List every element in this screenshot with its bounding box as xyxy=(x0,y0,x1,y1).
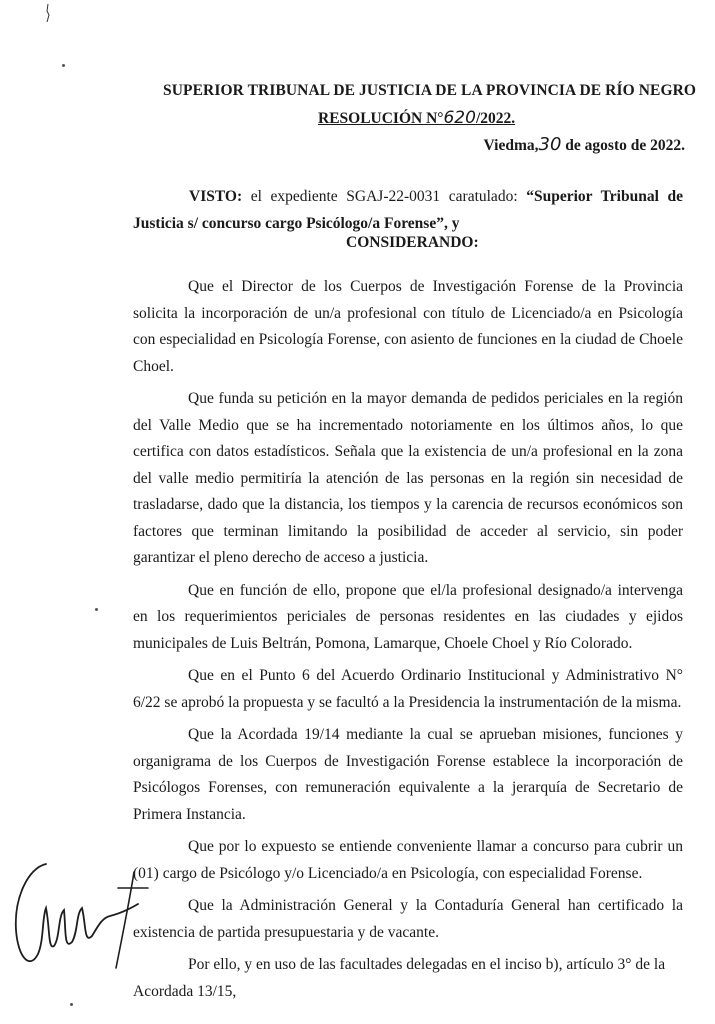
date-line xyxy=(484,134,685,155)
paragraph: Que el Director de los Cuerpos de Investigación Forense de la Provincia solicita la incorporación de un/a profesional con título de Licenciado/a en Psicología con especialidad en Psicología Forense, con asiento de funciones en la ciudad de Choele Choel. xyxy=(133,278,683,375)
visto-paragraph xyxy=(133,183,683,237)
date-rest: de agosto de 2022. xyxy=(565,137,685,154)
date-day-handwritten: 30 xyxy=(538,134,562,155)
paragraph: Que la Administración General y la Contaduría General han certificado la existencia de partida presupuestaria y de vacante. xyxy=(133,897,683,941)
handwritten-mark xyxy=(43,3,53,23)
resolution-prefix: RESOLUCIÓN N° xyxy=(318,110,444,127)
resolution-suffix: /2022. xyxy=(475,110,516,127)
institution-title: SUPERIOR TRIBUNAL DE JUSTICIA DE LA PROVINCIA DE RÍO NEGRO xyxy=(163,82,697,99)
scan-speck xyxy=(62,64,65,67)
date-city: Viedma, xyxy=(483,137,539,154)
visto-text: el expediente SGAJ-22-0031 caratulado: xyxy=(250,188,518,205)
paragraph: Que en función de ello, propone que el/la profesional designado/a intervenga en los requerimientos periciales de personas residentes en las ciudades y ejidos municipales de Luis Beltrán, Pomona, Lamarque, Choele Choel y Río Colorado. xyxy=(133,581,683,652)
considerando-heading: CONSIDERANDO: xyxy=(346,234,479,251)
visto-label: VISTO: xyxy=(189,188,243,205)
paragraph: Por ello, y en uso de las facultades delegadas en el inciso b), artículo 3° de la Acordada 13/15, xyxy=(133,956,666,1000)
paragraph: Que funda su petición en la mayor demanda de pedidos periciales en la región del Valle Medio que se ha incrementado notoriamente en los últimos años, lo que certifica con datos estadísticos. Señala que la existencia de un/a profesional en la zona del valle medio permitiría la atención de las personas en la región sin necesidad de trasladarse, dado que la distancia, los tiempos y la carencia de recursos económicos son factores que terminan limitando la posibilidad de acceder al servicio, sin poder garantizar el pleno derecho de acceso a justicia. xyxy=(133,390,683,566)
paragraph: Que en el Punto 6 del Acuerdo Ordinario Institucional y Administrativo N° 6/22 se aprobó la propuesta y se facultó a la Presidencia la instrumentación de la misma. xyxy=(133,667,683,711)
resolution-number-handwritten: 620 xyxy=(443,108,476,128)
visto-title: “Superior Tribunal de Justicia s/ concurso cargo Psicólogo/a Forense”, y xyxy=(133,188,684,232)
paragraph: Que por lo expuesto se entiende conveniente llamar a concurso para cubrir un (01) cargo de Psicólogo y/o Licenciado/a en Psicología, con especialidad Forense. xyxy=(133,838,683,882)
considerando-body xyxy=(133,274,683,1011)
scan-speck xyxy=(95,608,98,611)
scan-speck xyxy=(70,1003,73,1006)
resolution-number xyxy=(318,108,515,128)
handwritten-signature xyxy=(6,858,166,978)
paragraph: Que la Acordada 19/14 mediante la cual se aprueban misiones, funciones y organigrama de los Cuerpos de Investigación Forense establece la incorporación de Psicólogos Forenses, con remuneración equivalente a la jerarquía de Secretario de Primera Instancia. xyxy=(133,726,683,823)
